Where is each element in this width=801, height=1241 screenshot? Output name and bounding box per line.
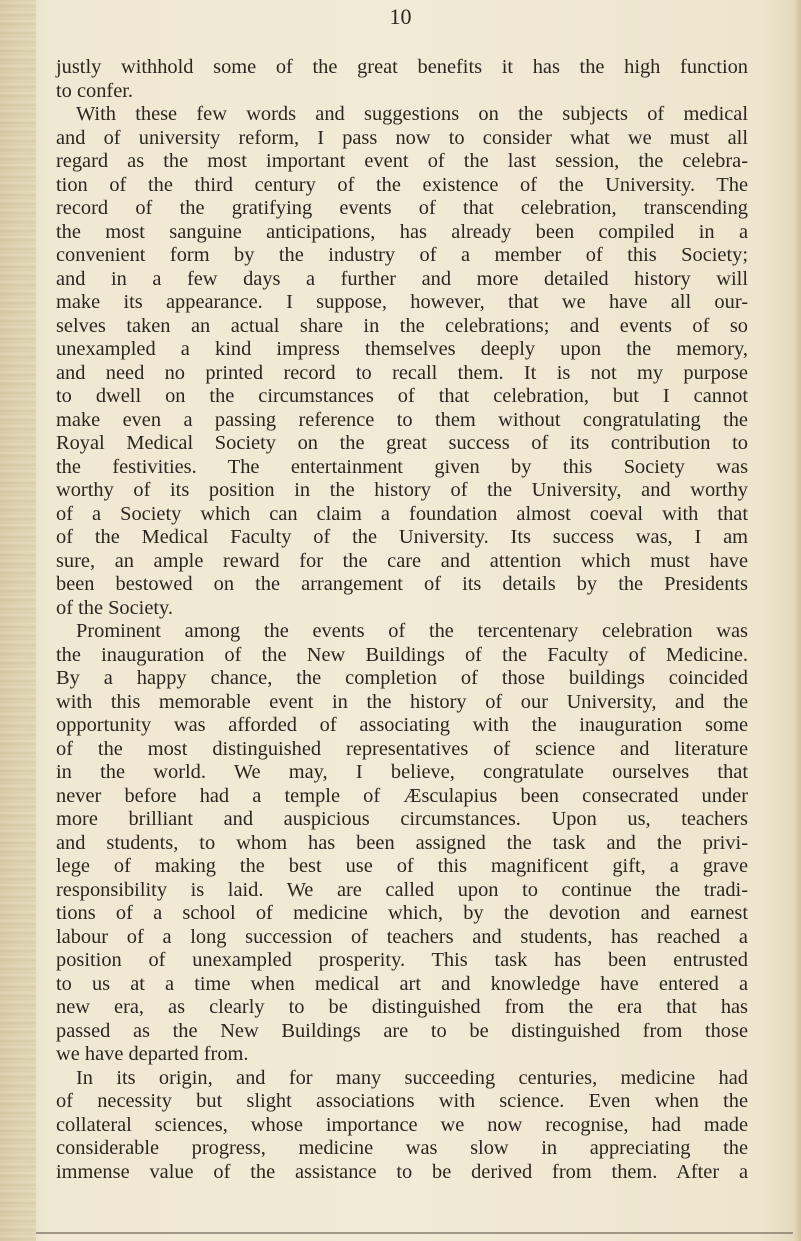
text-line: sure, an ample reward for the care and attention which must have: [56, 549, 748, 572]
text-line: selves taken an actual share in the celebrations; and events of so: [56, 314, 748, 337]
text-line: justly withhold some of the great benefits it has the high function: [56, 56, 748, 78]
text-line: the most sanguine anticipations, has already been compiled in a: [56, 220, 748, 243]
text-line: of the most distinguished representatives of science and literature: [56, 737, 748, 760]
text-line: passed as the New Buildings are to be distinguished from those: [56, 1019, 748, 1042]
text-line: labour of a long succession of teachers and students, has reached a: [56, 925, 748, 948]
text-line: of a Society which can claim a foundation almost coeval with that: [56, 502, 748, 525]
text-line: worthy of its position in the history of the University, and worthy: [56, 479, 748, 501]
text-line: regard as the most important event of the last session, the celebra-: [56, 150, 748, 172]
text-line: in the world. We may, I believe, congratulate ourselves that: [56, 761, 748, 783]
text-line: and of university reform, I pass now to consider what we must all: [56, 126, 748, 149]
text-line: make its appearance. I suppose, however, that we have all our-: [56, 291, 748, 313]
text-line: and students, to whom has been assigned the task and the privi-: [56, 831, 748, 854]
text-line: to confer.: [56, 79, 134, 102]
text-line: been bestowed on the arrangement of its details by the Presidents: [56, 573, 748, 595]
text-line: of necessity but slight associations with science. Even when the: [56, 1090, 748, 1112]
text-line: make even a passing reference to them without congratulating the: [56, 408, 748, 431]
text-line: position of unexampled prosperity. This task has been entrusted: [56, 949, 748, 971]
text-line: to dwell on the circumstances of that celebration, but I cannot: [56, 385, 748, 407]
binding-gutter: [0, 0, 36, 1241]
text-line: considerable progress, medicine was slow in appreciating the: [56, 1137, 748, 1159]
text-line: to us at a time when medical art and knowledge have entered a: [56, 972, 748, 995]
text-line: In its origin, and for many succeeding centuries, medicine had: [76, 1066, 748, 1089]
text-line: By a happy chance, the completion of those buildings coincided: [56, 667, 748, 689]
text-line: with this memorable event in the history of our University, and the: [56, 690, 748, 713]
text-line: of the Medical Faculty of the University. Its success was, I am: [56, 526, 748, 548]
text-line: immense value of the assistance to be derived from them. After a: [56, 1160, 748, 1183]
text-line: Royal Medical Society on the great success of its contribution to: [56, 432, 748, 454]
text-line: responsibility is laid. We are called upon to continue the tradi-: [56, 878, 748, 901]
text-line: of the Society.: [56, 596, 174, 619]
text-line: we have departed from.: [56, 1043, 249, 1065]
page-number: 10: [389, 4, 412, 29]
text-line: and in a few days a further and more detailed history will: [56, 267, 748, 290]
text-line: new era, as clearly to be distinguished from the era that has: [56, 996, 748, 1018]
text-line: tions of a school of medicine which, by the devotion and earnest: [56, 902, 748, 924]
text-line: opportunity was afforded of associating with the inauguration some: [56, 714, 748, 736]
page-bottom-edge: [36, 1232, 793, 1234]
text-line: never before had a temple of Æsculapius been consecrated under: [56, 784, 748, 807]
page-edge: [793, 0, 801, 1241]
text-line: Prominent among the events of the tercentenary celebration was: [76, 620, 748, 642]
text-line: record of the gratifying events of that celebration, transcending: [56, 197, 748, 219]
text-line: tion of the third century of the existence of the University. The: [56, 173, 748, 196]
text-line: lege of making the best use of this magnificent gift, a grave: [56, 855, 748, 877]
text-line: convenient form by the industry of a member of this Society;: [56, 244, 748, 266]
text-line: and need no printed record to recall them. It is not my purpose: [56, 361, 748, 384]
body-text: [56, 56, 748, 1184]
text-line: With these few words and suggestions on the subjects of medical: [76, 103, 748, 125]
text-line: more brilliant and auspicious circumstances. Upon us, teachers: [56, 808, 748, 830]
text-line: the inauguration of the New Buildings of the Faculty of Medicine.: [56, 643, 748, 666]
text-line: unexampled a kind impress themselves deeply upon the memory,: [56, 338, 748, 360]
text-line: the festivities. The entertainment given by this Society was: [56, 455, 748, 478]
text-line: collateral sciences, whose importance we now recognise, had made: [56, 1113, 748, 1136]
